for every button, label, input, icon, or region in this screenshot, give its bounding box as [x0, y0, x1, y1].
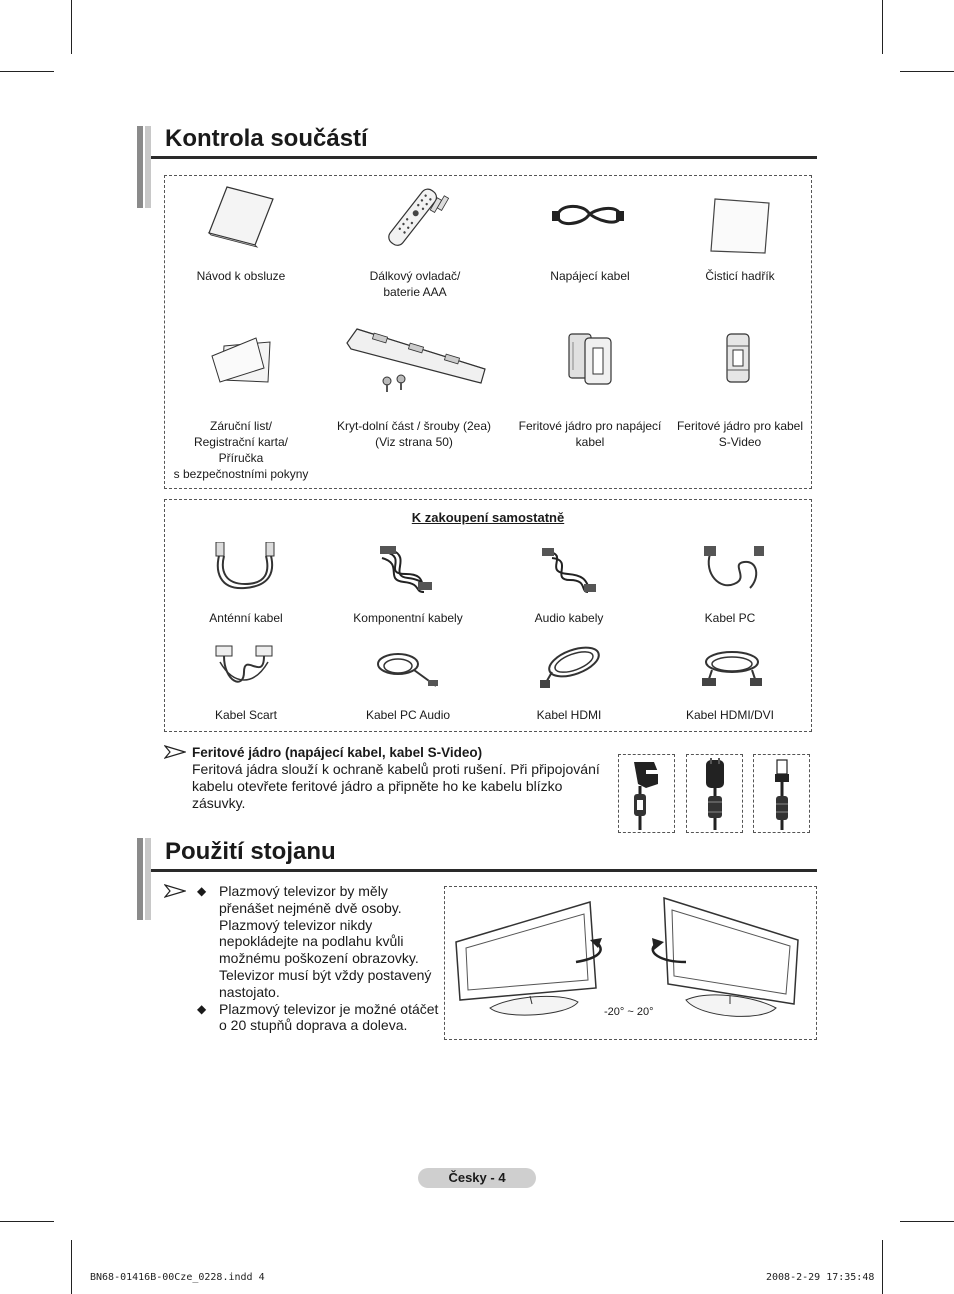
section-rule — [151, 869, 817, 872]
stand-bullet: ◆ Plazmový televizor je možné otáčet o 20 stupňů doprava a doleva. — [197, 1000, 439, 1034]
manual-icon — [205, 185, 277, 249]
purchase-caption: Kabel Scart — [214, 708, 278, 722]
remote-control-icon — [378, 184, 452, 250]
hdmi-cable-icon — [538, 642, 604, 690]
section-rule — [151, 156, 817, 159]
section-title: Použití stojanu — [165, 838, 336, 865]
item-caption: Dálkový ovladač/ baterie AAA — [369, 269, 461, 299]
footer-timestamp: 2008-2-29 17:35:48 — [766, 1272, 875, 1283]
pc-cable-icon — [700, 544, 764, 592]
stand-cover-icon — [343, 325, 489, 393]
crop-mark — [882, 1240, 883, 1294]
warranty-cards-icon — [210, 336, 272, 384]
section-marker — [137, 126, 143, 208]
ferrite-plug-angle-icon — [624, 758, 668, 830]
item-caption: Čisticí hadřík — [705, 269, 775, 283]
crop-mark — [882, 0, 883, 54]
diamond-bullet-icon: ◆ — [197, 884, 207, 898]
note-arrow-icon — [164, 745, 186, 759]
pc-audio-cable-icon — [374, 644, 440, 690]
crop-mark — [71, 0, 72, 54]
item-caption: Napájecí kabel — [550, 269, 630, 283]
purchase-title-wrap — [364, 510, 612, 525]
stand-bullet: ◆ Plazmový televizor by měly přenášet nejméně dvě osoby. Plazmový televizor nikdy nepokládejte na podlahu kvůli možnému poškození obrazovky. Televizor musí být vždy postavený nastojato. — [197, 883, 432, 1000]
crop-mark — [0, 71, 54, 72]
section-marker — [145, 126, 151, 208]
ferrite-core-svideo-icon — [723, 332, 753, 384]
crop-mark — [71, 1240, 72, 1294]
crop-mark — [900, 1221, 954, 1222]
item-caption: Návod k obsluze — [196, 269, 286, 283]
ferrite-note-title: Feritové jádro (napájecí kabel, kabel S-Video) — [192, 745, 483, 760]
purchase-caption: Anténní kabel — [209, 611, 283, 625]
purchase-caption: Kabel HDMI — [536, 708, 602, 722]
cleaning-cloth-icon — [709, 197, 771, 255]
hdmi-dvi-cable-icon — [700, 644, 764, 688]
section-marker — [137, 838, 143, 920]
purchase-title: K zakoupení samostatně — [411, 510, 565, 525]
ferrite-svideo-plug-icon — [762, 758, 802, 830]
purchase-caption: Kabel PC — [704, 611, 756, 625]
scart-cable-icon — [214, 642, 274, 690]
item-caption: Feritové jádro pro napájecí kabel — [518, 419, 662, 449]
stand-bullet-list — [197, 883, 443, 1034]
purchase-caption: Komponentní kabely — [353, 611, 463, 625]
crop-mark — [900, 71, 954, 72]
page-number-label: Česky - 4 — [418, 1168, 536, 1188]
item-caption: Kryt-dolní část / šrouby (2ea) (Viz strana 50) — [336, 419, 492, 449]
note-arrow-icon — [164, 884, 186, 898]
power-cord-icon — [552, 198, 626, 234]
rotation-angle-label: -20° ~ 20° — [604, 1006, 654, 1018]
section-marker — [145, 838, 151, 920]
audio-cables-icon — [540, 544, 598, 594]
ferrite-core-power-icon — [565, 330, 615, 386]
ferrite-plug-straight-icon — [694, 758, 736, 830]
diamond-bullet-icon: ◆ — [197, 1001, 207, 1016]
ferrite-note-body: Feritová jádra slouží k ochraně kabelů proti rušení. Při připojování kabelu otevřete feritové jádro a připněte ho ke kabelu blízko zásuvky. — [192, 761, 600, 811]
purchase-caption: Kabel HDMI/DVI — [685, 708, 775, 722]
section-title: Kontrola součástí — [165, 125, 368, 152]
component-cables-icon — [378, 544, 434, 594]
antenna-cable-icon — [210, 542, 280, 592]
purchase-caption: Kabel PC Audio — [365, 708, 451, 722]
item-caption: Feritové jádro pro kabel S-Video — [676, 419, 804, 449]
footer-filename: BN68-01416B-00Cze_0228.indd 4 — [90, 1272, 265, 1283]
crop-mark — [0, 1221, 54, 1222]
purchase-caption: Audio kabely — [534, 611, 604, 625]
item-caption: Záruční list/ Registrační karta/ Příručka s bezpečnostními pokyny — [173, 419, 309, 481]
